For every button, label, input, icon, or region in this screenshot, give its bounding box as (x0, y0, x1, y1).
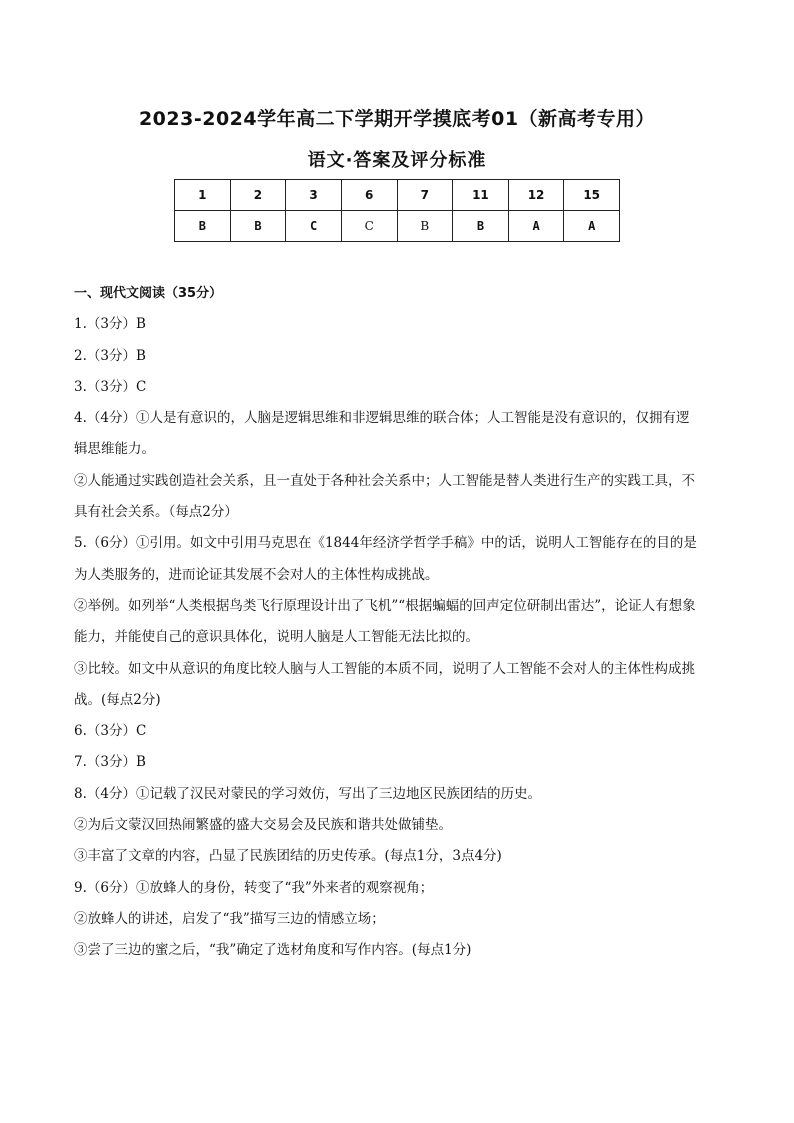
question-number-cell: 6 (341, 180, 397, 211)
answer-cell: C (341, 211, 397, 242)
answer-line: ②放蜂人的讲述，启发了“我”描写三边的情感立场； (74, 910, 385, 927)
answer-line: 8.（4分）①记载了汉民对蒙民的学习效仿，写出了三边地区民族团结的历史。 (74, 785, 541, 802)
answer-line: 4.（4分）①人是有意识的，人脑是逻辑思维和非逻辑思维的联合体；人工智能是没有意识的，仅拥有逻 (74, 410, 690, 427)
answer-line: 3.（3分）C (74, 378, 147, 395)
answer-line: 9.（6分）①放蜂人的身份，转变了“我”外来者的观察视角； (74, 879, 434, 896)
answer-cell: B (230, 211, 286, 242)
answer-line: 战。(每点2分) (74, 691, 161, 708)
answer-line: 7.（3分）B (74, 754, 146, 771)
answer-cell: A (564, 211, 620, 242)
question-number-cell: 2 (230, 180, 286, 211)
answer-line: 6.（3分）C (74, 723, 147, 740)
section-heading: 一、现代文阅读（35分） (74, 286, 223, 301)
answer-table (174, 179, 620, 242)
answer-line: 2.（3分）B (74, 347, 146, 364)
answer-cell: B (175, 211, 231, 242)
question-number-cell: 11 (453, 180, 509, 211)
answer-line: ②举例。如列举“人类根据鸟类飞行原理设计出了飞机”“根据蝙蝠的回声定位研制出雷达”，论证人有想象 (74, 597, 696, 614)
answer-cell: B (397, 211, 453, 242)
question-number-cell: 7 (397, 180, 453, 211)
page-title: 2023-2024学年高二下学期开学摸底考01（新高考专用） (138, 108, 656, 130)
answer-line: 1.（3分）B (74, 316, 146, 333)
answer-line: ③比较。如文中从意识的角度比较人脑与人工智能的本质不同，说明了人工智能不会对人的主体性构成挑 (74, 660, 695, 677)
answer-line: 5.（6分）①引用。如文中引用马克思在《1844年经济学哲学手稿》中的话，说明人工智能存在的目的是 (74, 535, 697, 552)
answer-line: ③丰富了文章的内容，凸显了民族团结的历史传承。(每点1分，3点4分) (74, 848, 502, 865)
answer-table-header-row (175, 180, 620, 211)
question-number-cell: 3 (286, 180, 342, 211)
answer-line: 为人类服务的，进而论证其发展不会对人的主体性构成挑战。 (74, 566, 439, 583)
answer-line: 辑思维能力。 (74, 441, 155, 458)
answer-cell: C (286, 211, 342, 242)
answer-line: 具有社会关系。（每点2分） (74, 504, 238, 521)
answer-line: ②为后文蒙汉回热闹繁盛的盛大交易会及民族和谐共处做铺垫。 (74, 817, 452, 834)
answer-line: 能力，并能使自己的意识具体化，说明人脑是人工智能无法比拟的。 (74, 629, 479, 646)
question-number-cell: 1 (175, 180, 231, 211)
page-subtitle: 语文·答案及评分标准 (307, 150, 487, 171)
answer-line: ③尝了三边的蜜之后，“我”确定了选材角度和写作内容。(每点1分) (74, 942, 472, 959)
answer-content (74, 278, 726, 967)
answer-cell: A (508, 211, 564, 242)
answer-cell: B (453, 211, 509, 242)
answer-table-answer-row (175, 211, 620, 242)
question-number-cell: 15 (564, 180, 620, 211)
question-number-cell: 12 (508, 180, 564, 211)
answer-line: ②人能通过实践创造社会关系，且一直处于各种社会关系中；人工智能是替人类进行生产的实践工具，不 (74, 472, 695, 489)
